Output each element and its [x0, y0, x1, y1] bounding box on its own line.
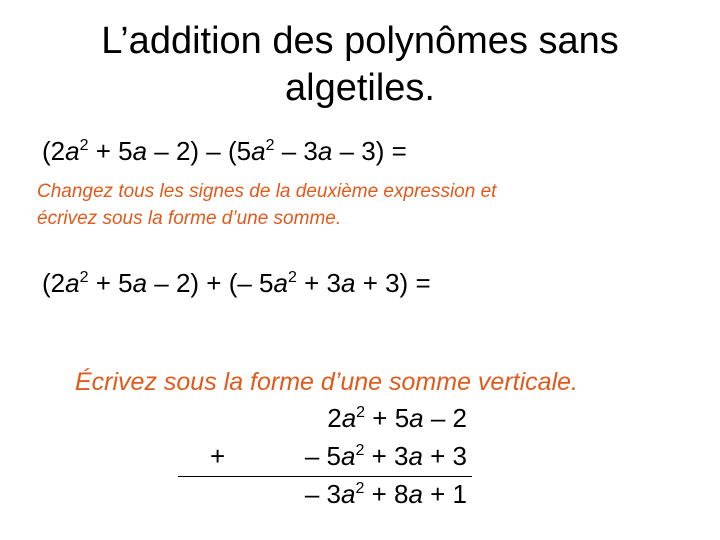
- sum-divider-line: [178, 476, 472, 477]
- variable-a: a: [251, 136, 266, 166]
- instruction-line-2: écrivez sous la forme d’une somme.: [37, 208, 342, 229]
- variable-a: a: [65, 268, 80, 298]
- variable-a: a: [340, 441, 356, 471]
- exponent: 2: [79, 137, 89, 154]
- exponent: 2: [356, 404, 366, 421]
- variable-a: a: [340, 479, 356, 509]
- term: + 3: [422, 441, 467, 471]
- title-line-2: algetiles.: [285, 67, 435, 109]
- exponent: 2: [355, 442, 365, 459]
- variable-a: a: [341, 268, 356, 298]
- instruction-line-1: Changez tous les signes de la deuxième expression et: [37, 181, 497, 202]
- expr-part: (2: [42, 136, 66, 166]
- term: + 1: [422, 479, 467, 509]
- instruction-vertical-sum: Écrivez sous la forme d’une somme verticale.: [75, 368, 578, 396]
- variable-a: a: [408, 479, 423, 509]
- variable-a: a: [341, 403, 357, 433]
- variable-a: a: [132, 136, 148, 166]
- vertical-row-1: [327, 403, 467, 434]
- slide-title: [0, 18, 720, 112]
- variable-a: a: [273, 268, 288, 298]
- expr-part: (2: [42, 268, 66, 298]
- plus-sign: +: [210, 441, 226, 471]
- exponent: 2: [288, 269, 297, 286]
- vertical-result: [305, 479, 467, 510]
- expr-part: – 2) + (– 5: [147, 268, 274, 298]
- expr-part: + 5: [88, 268, 133, 298]
- variable-a: a: [317, 136, 333, 166]
- term: – 2: [423, 403, 467, 433]
- exponent: 2: [265, 137, 275, 154]
- variable-a: a: [132, 268, 148, 298]
- term: + 8: [364, 479, 409, 509]
- instruction-change-signs: [37, 178, 496, 232]
- expr-part: – 2) – (5: [147, 136, 252, 166]
- term: 2: [327, 403, 342, 433]
- exponent: 2: [355, 480, 365, 497]
- variable-a: a: [409, 403, 424, 433]
- term: + 3: [364, 441, 409, 471]
- title-line-1: L’addition des polynômes sans: [101, 20, 619, 62]
- variable-a: a: [408, 441, 423, 471]
- original-expression: [42, 136, 407, 167]
- expr-part: – 3) =: [332, 136, 407, 166]
- expr-part: + 5: [88, 136, 133, 166]
- term: + 5: [365, 403, 410, 433]
- variable-a: a: [65, 136, 80, 166]
- vertical-row-2: [305, 441, 467, 472]
- term: – 5: [304, 441, 341, 471]
- exponent: 2: [79, 269, 89, 286]
- expr-part: + 3: [296, 268, 341, 298]
- expr-part: – 3: [274, 136, 318, 166]
- term: – 3: [304, 479, 341, 509]
- expr-part: + 3) =: [355, 268, 431, 298]
- rewritten-expression: [42, 268, 431, 299]
